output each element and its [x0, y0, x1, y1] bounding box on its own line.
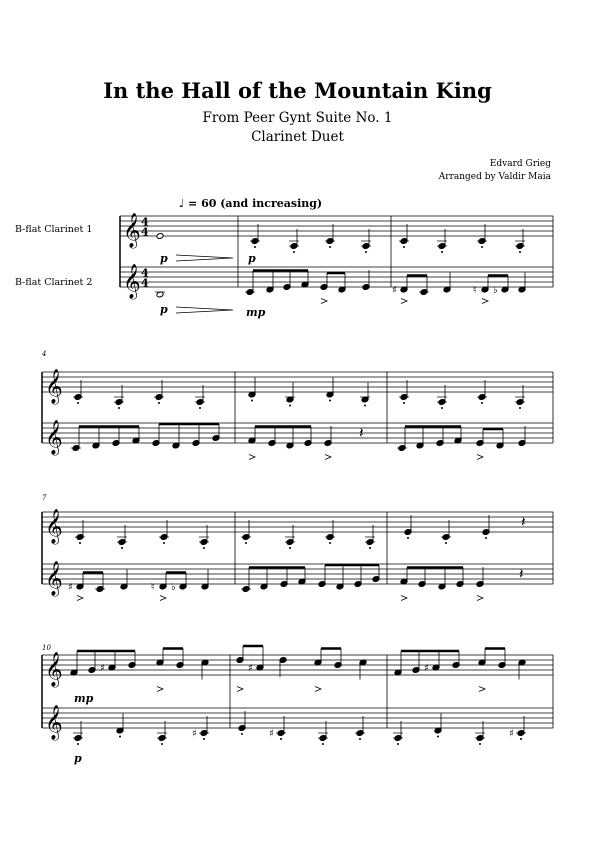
note	[156, 233, 164, 240]
treble-clef-icon: 𝄞	[45, 509, 63, 544]
staccato-dot	[77, 402, 79, 404]
staccato-dot	[437, 736, 439, 738]
note	[201, 570, 209, 590]
staccato-dot	[119, 736, 121, 738]
note	[114, 385, 124, 409]
staccato-dot	[359, 738, 361, 740]
note	[248, 378, 256, 402]
notehead	[156, 233, 164, 240]
staccato-dot	[365, 251, 367, 253]
note	[289, 229, 299, 253]
staccato-dot	[441, 407, 443, 409]
staccato-dot	[407, 537, 409, 539]
staccato-dot	[329, 400, 331, 402]
accent-mark	[77, 596, 83, 601]
note	[443, 273, 451, 293]
accent-mark	[249, 455, 255, 460]
arranger-credit: Arranged by Valdir Maia	[438, 172, 551, 182]
staccato-dot	[245, 542, 247, 544]
staccato-dot	[254, 246, 256, 248]
staccato-dot	[520, 738, 522, 740]
staccato-dot	[397, 743, 399, 745]
accent-mark	[325, 455, 331, 460]
staccato-dot	[329, 246, 331, 248]
tempo-text: = 60 (and increasing)	[188, 197, 323, 210]
note	[359, 659, 367, 679]
staccato-dot	[369, 547, 371, 549]
staccato-dot	[163, 542, 165, 544]
natural-icon: ♮	[473, 285, 477, 296]
natural-icon: ♮	[151, 582, 155, 593]
time-signature-numerator: 4	[141, 266, 149, 280]
note	[475, 721, 485, 745]
accent-mark	[401, 299, 407, 304]
staff	[42, 509, 553, 545]
measure-number: 4	[42, 350, 47, 358]
staccato-dot	[403, 246, 405, 248]
staccato-dot	[121, 547, 123, 549]
note	[473, 285, 489, 304]
staccato-dot	[77, 743, 79, 745]
staccato-dot	[441, 251, 443, 253]
staccato-dot	[481, 402, 483, 404]
staff	[42, 652, 553, 688]
sharp-icon: ♯	[192, 728, 197, 740]
note	[434, 714, 442, 738]
flat-icon: ♭	[171, 582, 176, 593]
note	[68, 582, 84, 601]
accent-mark	[237, 687, 243, 692]
note	[518, 426, 526, 446]
accent-mark	[477, 596, 483, 601]
staccato-dot	[293, 251, 295, 253]
treble-clef-icon: 𝄞	[123, 264, 141, 299]
note	[285, 383, 295, 407]
note	[245, 289, 255, 296]
instrument-label-clarinet-2: B-flat Clarinet 2	[15, 277, 93, 288]
flat-icon: ♭	[493, 285, 498, 296]
note	[360, 383, 370, 407]
staccato-dot	[241, 733, 243, 735]
note	[515, 229, 525, 253]
time-signature-numerator: 4	[141, 215, 149, 229]
accent-mark	[321, 299, 327, 304]
staccato-dot	[289, 405, 291, 407]
treble-clef-icon: 𝄞	[45, 561, 63, 596]
staccato-dot	[251, 400, 253, 402]
accent-mark	[479, 687, 485, 692]
sharp-icon: ♯	[509, 728, 514, 740]
measure-number: 10	[42, 644, 51, 652]
staccato-dot	[445, 542, 447, 544]
accent-mark	[157, 687, 163, 692]
staccato-dot	[161, 743, 163, 745]
note	[361, 229, 371, 253]
staccato-dot	[118, 407, 120, 409]
note	[419, 289, 429, 296]
note	[157, 721, 167, 745]
note	[73, 721, 83, 745]
staccato-dot	[403, 402, 405, 404]
note	[201, 659, 209, 679]
note	[393, 721, 403, 745]
sharp-icon: ♯	[248, 663, 253, 674]
note	[241, 586, 251, 593]
staccato-dot	[481, 246, 483, 248]
staccato-dot	[329, 542, 331, 544]
note	[117, 525, 127, 549]
dynamic-mp: mp	[74, 692, 94, 705]
staccato-dot	[289, 547, 291, 549]
instrument-label-clarinet-1: B-flat Clarinet 1	[15, 224, 93, 235]
dynamic-p: p	[160, 303, 168, 316]
treble-clef-icon: 𝄞	[45, 705, 63, 740]
staccato-dot	[519, 407, 521, 409]
staccato-dot	[280, 738, 282, 740]
note	[318, 721, 328, 745]
diminuendo-hairpin	[176, 307, 233, 313]
staccato-dot	[79, 542, 81, 544]
note	[155, 291, 165, 298]
note	[476, 567, 484, 601]
note	[151, 582, 167, 601]
piece-title: In the Hall of the Mountain King	[103, 78, 492, 103]
dynamic-p: p	[74, 752, 82, 765]
quarter-rest-icon: 𝄽	[521, 513, 526, 531]
staff	[42, 705, 553, 741]
treble-clef-icon: 𝄞	[45, 369, 63, 404]
note	[195, 385, 205, 409]
piece-subtitle: From Peer Gynt Suite No. 1	[202, 110, 393, 126]
accent-mark	[482, 299, 488, 304]
note	[515, 385, 525, 409]
time-signature-denominator: 4	[141, 276, 149, 290]
sharp-icon: ♯	[392, 285, 397, 296]
note	[326, 378, 334, 402]
dynamic-mp: mp	[246, 306, 266, 319]
note	[518, 659, 526, 679]
measure-number: 7	[42, 494, 47, 502]
accent-mark	[315, 687, 321, 692]
staccato-dot	[203, 738, 205, 740]
treble-clef-icon: 𝄞	[45, 420, 63, 455]
note	[71, 445, 81, 452]
note	[324, 426, 332, 460]
dynamic-p: p	[248, 252, 256, 265]
note	[236, 657, 244, 692]
note	[392, 285, 408, 304]
note	[285, 525, 295, 549]
staccato-dot	[199, 407, 201, 409]
note	[397, 445, 407, 452]
composer-credit: Edvard Grieg	[489, 159, 551, 169]
staccato-dot	[485, 537, 487, 539]
dynamic-p: p	[160, 252, 168, 265]
note	[95, 586, 105, 593]
accent-mark	[401, 596, 407, 601]
piece-subtitle-duet: Clarinet Duet	[251, 129, 344, 145]
staff	[120, 213, 553, 249]
note	[120, 570, 128, 590]
note	[116, 714, 124, 738]
note	[437, 385, 447, 409]
quarter-note-icon: ♩	[179, 197, 185, 210]
sharp-icon: ♯	[424, 663, 429, 674]
note	[518, 273, 526, 293]
staccato-dot	[364, 405, 366, 407]
note	[365, 525, 375, 549]
time-signature-denominator: 4	[141, 225, 149, 239]
accent-mark	[160, 596, 166, 601]
note	[199, 525, 209, 549]
sharp-icon: ♯	[100, 663, 105, 674]
accent-mark	[477, 455, 483, 460]
quarter-rest-icon: 𝄽	[359, 424, 364, 442]
staccato-dot	[158, 402, 160, 404]
staccato-dot	[322, 743, 324, 745]
staccato-dot	[479, 743, 481, 745]
sharp-icon: ♯	[269, 728, 274, 740]
quarter-rest-icon: 𝄽	[519, 565, 524, 583]
treble-clef-icon: 𝄞	[123, 213, 141, 248]
diminuendo-hairpin	[176, 255, 233, 261]
note	[437, 229, 447, 253]
staccato-dot	[203, 547, 205, 549]
staccato-dot	[519, 251, 521, 253]
treble-clef-icon: 𝄞	[45, 652, 63, 687]
note	[362, 270, 370, 290]
sharp-icon: ♯	[68, 582, 73, 593]
note	[279, 657, 287, 677]
